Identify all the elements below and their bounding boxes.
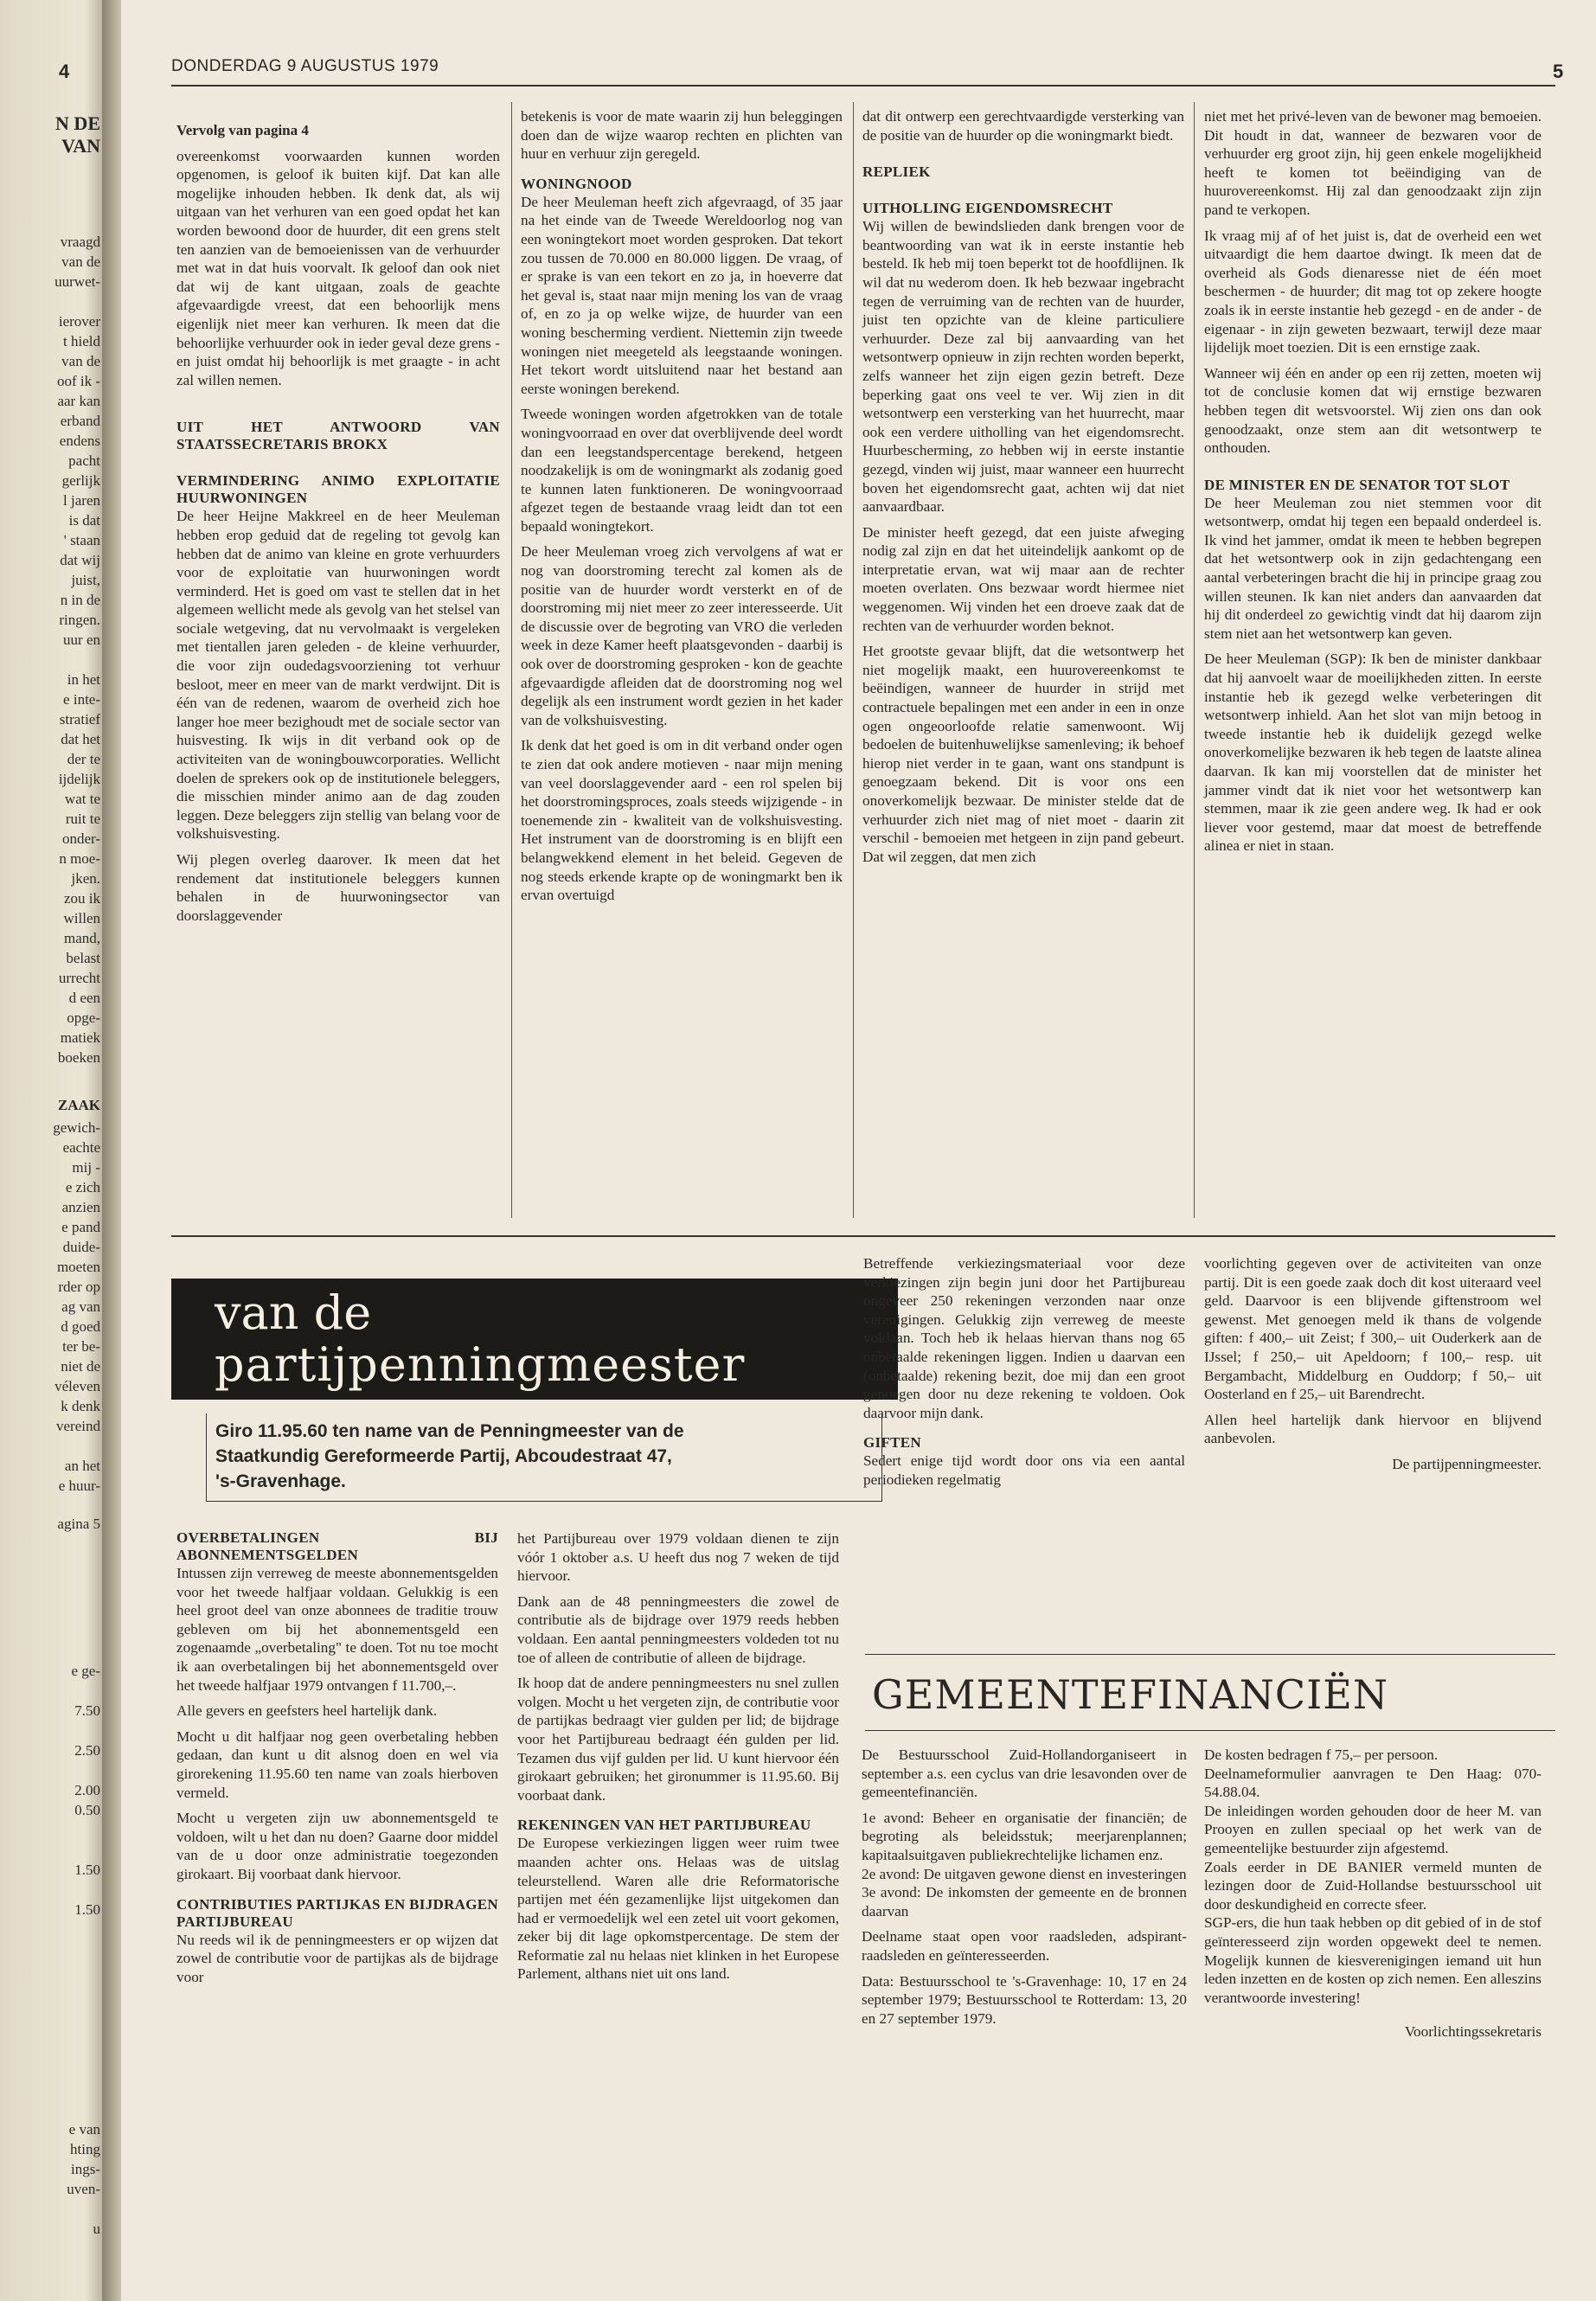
previous-page-title: N DE VAN: [55, 112, 100, 157]
previous-page-text-fragments: [5, 2119, 100, 2239]
previous-page-number: 4: [59, 61, 70, 82]
text-fragment: e zich: [65, 1179, 100, 1195]
paragraph: 2e avond: De uitgaven gewone dienst en investeringen: [862, 1865, 1187, 1882]
text-fragment: e inte-: [63, 691, 100, 708]
gemeente-title: GEMEENTEFINANCIËN: [872, 1671, 1389, 1718]
paragraph: het Partijbureau over 1979 voldaan dienen te zijn vóór 1 oktober a.s. U heeft dus nog 7 weken de tijd hiervoor.: [517, 1530, 839, 1585]
text-fragment: 2.00: [74, 1782, 100, 1798]
text-fragment: 2.50: [74, 1742, 100, 1759]
penningmeester-column-4: [1204, 1254, 1542, 1481]
text-fragment: 1.50: [74, 1862, 100, 1878]
penningmeester-column-2: [517, 1529, 839, 1990]
paragraph: Wij willen de bewindslieden dank brengen voor de beantwoording van wat ik in eerste instantie heb besteld. Ik heb mij toen beperkt tot de hoofdlijnen. Ik wil dat nu wederom doen. Ik heb bezwaar ingebracht tegen de verruiming van de rechten van de huurder, juist ten opzichte van de kleine particuliere verhuurder. Deze zal bij aanvaarding van het wetsontwerp opnieuw in zijn rechten worden beperkt, zelfs wanneer het zijn eigen gezin betreft. Deze beperking gaat ons veel te ver. Wij zien in dit wetsontwerp een versterking van het huurrecht, maar ook een verdere uitholling van het eigendomsrecht. Huurbescherming, zo hebben wij in eerste instantie gezegd, vinden wij juist, maar wanneer een huurrecht boven het eigendomsrecht gaat, achten wij dat niet aanvaardbaar.: [862, 218, 1184, 516]
text-fragment: urrecht: [58, 970, 100, 986]
paragraph: Data: Bestuursschool te 's-Gravenhage: 10, 17 en 24 september 1979; Bestuursschool te Rotterdam: 13, 20 en 27 september 1979.: [862, 1972, 1187, 2027]
article-column-3: [862, 107, 1184, 873]
paragraph: overeenkomst voorwaarden kunnen worden opgenomen, is geloof ik buiten kijf. Dat kan alle mogelijke inhouden hebben. Ik denk dat, als wij uitgaan van het verhuren van een goed opdat het kan worden bewoond door de huurder, dit een grens stelt ten aanzien van de bemoeienissen van de verhuurder met wat in dat huis voorvalt. Ik geloof dan ook niet dat wij de kant uitgaan, zoals de geachte afgevaardigde vreest, dat een behoorlijk mens eigenlijk niet meer kan verhuren. Ik meen dat die behoorlijke verhuurder ook in ieder geval deze grens - en juist omdat hij behoorlijk is met graagte - in acht zal willen nemen.: [176, 147, 500, 388]
banner-title-line: van de: [215, 1285, 372, 1340]
paragraph: 3e avond: De inkomsten der gemeente en de bronnen daarvan: [862, 1884, 1187, 1920]
paragraph: De heer Meuleman zou niet stemmen voor dit wetsontwerp, omdat hij tegen een bepaald onderdeel is. Ik vind het jammer, omdat ik meen te hebben begrepen dat het wetsontwerp ook in zijn gedachtengang een aantal verbeteringen bracht die hij in principe graag zou willen steunen. Ik kan niet anders dan aanvaarden dat hij dit onderdeel zo gewichtig vindt dat hij daarom zijn stem niet aan het wetsontwerp kan geven.: [1204, 494, 1542, 642]
banner-title-block: [171, 1279, 898, 1400]
paragraph: voorlichting gegeven over de activiteiten van onze partij. Dit is een goede zaak doch dit kost uiteraard veel geld. Daarvoor is een blijvende giftenstroom wel gewenst. Met genoegen meld ik thans de volgende giften: f 400,– uit Zeist; f 300,– uit Ouderkerk aan de IJssel; f 250,– uit Apeldoorn; f 100,– resp. uit Bergambacht, Middelburg en Ouddorp; f 50,– uit Oosterland en f 25,– uit Barendrecht.: [1204, 1255, 1542, 1403]
paragraph: Nu reeds wil ik de penningmeesters er op wijzen dat zowel de contributie voor de partijkas als de bijdrage voor: [176, 1931, 498, 1985]
text-fragment: jken.: [71, 870, 100, 887]
paragraph: Deelnameformulier aanvragen te Den Haag: 070-54.88.04.: [1204, 1765, 1542, 1801]
text-fragment: ierover: [58, 313, 100, 330]
text-fragment: gewich-: [53, 1119, 100, 1136]
article-column-2: [521, 107, 843, 912]
text-fragment: stratief: [59, 711, 100, 727]
section-heading: UITHOLLING EIGENDOMSRECHT: [862, 200, 1113, 217]
paragraph: Ik denk dat het goed is om in dit verband onder ogen te zien dat ook andere motieven - naar mijn mening van veel doorslaggevender aard - een rol spelen bij het doorstromingsproces, zoals steeds wijzigende - in toenemende zin - kwaliteit van de volkshuisvesting. Het instrument van de doorstroming is en blijft een belangwekkend element in het beleid. Gegeven de nog steeds erkende krapte op de woningmarkt ben ik ervan overtuigd: [521, 737, 843, 904]
text-fragment: ruit te: [65, 811, 100, 827]
text-fragment: ijdelijk: [58, 771, 100, 787]
paragraph: betekenis is voor de mate waarin zij hun beleggingen doen dan de wijze waarop rechten en plichten van huur en verhuur zijn geregeld.: [521, 108, 843, 163]
paragraph: De Europese verkiezingen liggen weer ruim twee maanden achter ons. Helaas was de uitslag teleurstellend. Waren alle drie Reformatorische partijen met één gezamenlijke lijst uitgekomen dan had er vermoedelijk wel een zetel uit voort gekomen, zeker bij dit lage opkomstpercentage. De stem der Reformatie zal nu helaas niet klinken in het Europese Parlement, althans niet uit ons land.: [517, 1835, 839, 1983]
text-fragment: wat te: [64, 791, 100, 807]
section-rule: [171, 1235, 1555, 1237]
paragraph: De heer Meuleman (SGP): Ik ben de minister dankbaar dat hij aanvoelt waar de moeilijkheden zitten. In eerste instantie heb ik gezegd welke verbeteringen dit wetsontwerp inhield. Aan het slot van mijn betoog in tweede instantie heb ik duidelijk gezegd welke onoverkomelijke bezwaren ik heb tegen de laatste alinea daarvan. Ik kan mij voorstellen dat de minister het jammer vindt dat ik niet voor het wetsontwerp kan stemmen, maar ik zie geen andere weg. Ik had er ook liever voor gestemd, maar dat moest de betreffende alinea er niet in staan.: [1204, 651, 1542, 855]
text-fragment: niet de: [61, 1358, 100, 1375]
text-fragment: [5, 1436, 100, 1456]
text-fragment: in het: [67, 671, 100, 688]
penningmeester-banner: [171, 1279, 898, 1493]
paragraph: Intussen zijn verreweg de meeste abonnementsgelden voor het tweede halfjaar voldaan. Gelukkig is een heel groot deel van onze abonnees de traditie trouw gebleven om bij het abonnementsgeld een zogenaamde „overbetaling" te doen. Tot nu toe mocht ik aan overbetalingen bij het abonnementsgeld over het tweede halfjaar 1979 ontvangen f 11.700,–.: [176, 1565, 498, 1694]
text-fragment: e ge-: [71, 1663, 100, 1679]
paragraph: De inleidingen worden gehouden door de heer M. van Prooyen en zullen speciaal op het werk van de gemeentelijke bestuurder zijn afgestemd.: [1204, 1802, 1542, 1856]
text-fragment: dat wij: [60, 552, 100, 568]
text-fragment: e pand: [61, 1219, 100, 1235]
previous-page-text-fragments: [5, 1118, 100, 1496]
paragraph: Dank aan de 48 penningmeesters die zowel de contributie als de bijdrage over 1979 reeds hebben voldaan. Een aantal penningmeesters voldeden tot nu toe of alleen de contributie of alleen de bijdrage.: [517, 1593, 839, 1666]
text-fragment: u: [93, 2221, 100, 2237]
text-fragment: uur en: [63, 631, 100, 648]
paragraph: Zoals eerder in DE BANIER vermeld munten de lezingen door de Zuid-Hollandse bestuursschool uit door deskundigheid en correcte sfeer.: [1204, 1858, 1542, 1913]
paragraph: Het grootste gevaar blijft, dat die wetsontwerp het niet mogelijk maakt, een huurovereenkomst te beëindigen, wanneer de huurder in strijd met contractuele bepalingen met een ander in een in onze ogen ongeoorloofde relatie samenwoont. Wij bedoelen de buitenhuwelijkse samenleving; ik behoef hierop niet verder in te gaan, want ons standpunt is genoegzaam bekend. Dit is voor ons een onoverkomelijk bezwaar. De minister stelde dat de verhuurder zich niet mag of niet moet - daarin zit verschil - bemoeien met hetgeen in zijn pand gebeurt. Dat wil zeggen, dat men zich: [862, 643, 1184, 865]
page-header-date: DONDERDAG 9 AUGUSTUS 1979: [171, 57, 439, 75]
section-rule: [865, 1654, 1555, 1655]
text-fragment: 0.50: [74, 1802, 100, 1818]
paragraph: niet met het privé-leven van de bewoner mag bemoeien. Dit houdt in dat, wanneer de bezwaren voor de verhuurder erg groot zijn, hij geen enkele mogelijkheid heeft te komen tot beëindiging van de huurovereenkomst. Hij zal dan genoodzaakt zijn zijn pand te verkopen.: [1204, 108, 1542, 218]
previous-page-heading: ZAAK: [57, 1097, 100, 1113]
gemeente-column-left: [862, 1746, 1187, 2035]
paragraph: Sedert enige tijd wordt door ons via een aantal periodieken regelmatig: [863, 1452, 1185, 1488]
text-fragment: [5, 1820, 100, 1840]
text-fragment: k denk: [61, 1398, 100, 1414]
text-fragment: rder op: [58, 1279, 100, 1295]
section-heading: REPLIEK: [862, 163, 931, 181]
text-fragment: vraagd: [60, 234, 100, 250]
paragraph: De kosten bedragen f 75,– per persoon.: [1204, 1747, 1439, 1763]
giro-box: Giro 11.95.60 ten name van de Penningmeester van de Staatkundig Gereformeerde Partij, Abcoudestraat 47, 's-Gravenhage.: [206, 1413, 882, 1502]
text-fragment: eachte: [62, 1139, 100, 1156]
paragraph: Ik hoop dat de andere penningmeesters nu snel zullen volgen. Mocht u het vergeten zijn, de contributie voor de partijkas bedraagt vier gulden per lid; de bijdrage voor het Partijbureau bedraagt één gulden per lid. Tezamen dus vijf gulden per lid. U kunt hiervoor één girokaart gebruiken; het gironummer is 11.95.60. Bij voorbaat dank.: [517, 1675, 839, 1804]
text-fragment: endens: [59, 433, 100, 449]
header-rule: [171, 85, 1555, 87]
page-number: 5: [1553, 61, 1564, 82]
paragraph: Mocht u vergeten zijn uw abonnementsgeld te voldoen, wilt u het dan nu doen? Gaarne door middel van de u door onze administratie toegezonden girokaart. Bij voorbaat dank hiervoor.: [176, 1810, 498, 1882]
text-fragment: uurwet-: [54, 273, 100, 290]
paragraph: De heer Meuleman heeft zich afgevraagd, of 35 jaar na het einde van de Tweede Wereldoorlog nog van een woningtekort moet worden gesproken. Dat tekort zou tussen de 70.000 en 80.000 liggen. De vraag, of er sprake is van een tekort en zo ja, in hoeverre dat het geval is, staat naar mijn mening los van de vraag of, en zo ja op welke wijze, de huurder van een woning bescherming verdient. Niettemin zijn tweede woningen niet meegeteld als leegstaande woningen. Het tekort wordt uitsluitend naar het bestand aan eerste woningen berekend.: [521, 193, 843, 397]
text-fragment: matiek: [60, 1029, 100, 1046]
text-fragment: willen: [63, 910, 100, 926]
text-fragment: 1.50: [74, 1901, 100, 1918]
text-fragment: [5, 292, 100, 311]
text-fragment: [5, 2199, 100, 2219]
paragraph: De heer Heijne Makkreel en de heer Meuleman hebben erop geduid dat de regeling tot gevolg kan hebben dat de animo van kleine en grote verhuurders voor de exploitatie van huurwoningen wordt verminderd. Het is goed om vast te stellen dat in het algemeen wellicht mede als gevolg van het stelsel van sociale wetgeving, dat nu vervolmaakt is vergeleken met tientallen jaren geleden - de kleine verhuurder, die voor zijn oudedagsvoorziening tot verhuur besloot, meer en meer van de markt verdwijnt. Dit is één van de redenen, waarom de overheid zich hoe langer hoe meer bezighoudt met de sociale sector van huisvesting. Ik wijs in dit verband ook op de activiteiten van de woningbouwcorporaties. Wellicht doelen de sprekers ook op de institutionele beleggers, die misschien minder animo aan de dag zouden leggen. Deze beleggers zijn stellig van belang voor de volkshuisvesting.: [176, 508, 500, 843]
penningmeester-column-3: [863, 1254, 1185, 1497]
text-fragment: boeken: [57, 1049, 100, 1066]
text-fragment: l jaren: [63, 492, 100, 509]
text-fragment: is dat: [68, 512, 100, 529]
text-fragment: dat het: [61, 731, 100, 747]
text-fragment: zou ik: [63, 890, 100, 907]
text-fragment: pacht: [68, 452, 100, 469]
section-heading: REKENINGEN VAN HET PARTIJBUREAU: [517, 1817, 811, 1834]
banner-title-line: partijpenningmeester: [215, 1337, 746, 1392]
paragraph: Wij plegen overleg daarover. Ik meen dat het rendement dat institutionele beleggers kunnen behalen in de huurwoningsector van doorslaggevender: [176, 851, 500, 924]
article-column-4: [1204, 107, 1542, 862]
text-fragment: mij -: [72, 1159, 100, 1176]
previous-page-text-fragments: [5, 232, 100, 1067]
text-fragment: vereind: [56, 1418, 100, 1434]
text-fragment: der te: [67, 751, 100, 767]
previous-page-reference: agina 5: [57, 1516, 100, 1532]
column-rule: [853, 102, 854, 1218]
text-fragment: opge-: [67, 1009, 100, 1026]
paragraph: 1e avond: Beheer en organisatie der financiën; de begroting als beleidsstuk; meerjarenplannen; kapitaalsuitgaven publiekrechtelijke lichamen enz.: [862, 1809, 1187, 1863]
text-fragment: onder-: [61, 830, 100, 847]
section-heading: CONTRIBUTIES PARTIJKAS EN BIJDRAGEN PARTIJBUREAU: [176, 1895, 498, 1930]
continued-from: Vervolg van pagina 4: [176, 122, 309, 138]
text-fragment: e huur-: [58, 1477, 100, 1494]
text-fragment: ringen.: [59, 612, 100, 628]
column-rule: [1194, 102, 1195, 1218]
text-fragment: van de: [61, 253, 100, 270]
text-fragment: gerlijk: [61, 472, 100, 489]
gemeente-column-right: [1204, 1746, 1542, 2048]
text-fragment: 7.50: [74, 1702, 100, 1719]
paragraph: dat dit ontwerp een gerechtvaardigde versterking van de positie van de huurder op die woningmarkt biedt.: [862, 108, 1184, 144]
section-heading: GIFTEN: [863, 1434, 921, 1452]
text-fragment: n moe-: [59, 850, 100, 867]
text-fragment: erband: [60, 413, 100, 429]
previous-page-edge: [0, 0, 112, 2301]
penningmeester-column-1: [176, 1529, 498, 1993]
text-fragment: juist,: [71, 572, 100, 588]
paragraph: SGP-ers, die hun taak hebben op dit gebied of in de stof geïnteresseerd zijn worden opgewekt deel te nemen. Mogelijk kunnen de kiesverenigingen iemand uit hun leden inzetten en de kosten op zich nemen. Een alleszins verantwoorde investering!: [1204, 1914, 1542, 2006]
text-fragment: aar kan: [57, 393, 100, 409]
text-fragment: [5, 1880, 100, 1900]
paragraph: Wanneer wij één en ander op een rij zetten, moeten wij tot de conclusie komen dat wij ernstige bezwaren hebben tegen dit wetsvoorstel. Wij zien ons dan ook genoodzaakt, onze stem aan dit wetsontwerp te onthouden.: [1204, 364, 1542, 457]
paragraph: Mocht u dit halfjaar nog geen overbetaling hebben gedaan, dan kunt u dit alsnog doen en wel via girorekening 11.95.60 ten name van zoals hierboven vermeld.: [176, 1727, 498, 1801]
paragraph: Alle gevers en geefsters heel hartelijk dank.: [176, 1702, 438, 1720]
text-fragment: e van: [68, 2121, 100, 2138]
text-fragment: [5, 650, 100, 670]
text-fragment: d een: [68, 990, 100, 1006]
text-fragment: t hield: [63, 333, 100, 349]
section-rule: [865, 1730, 1555, 1731]
column-rule: [511, 102, 512, 1218]
paragraph: De Bestuursschool Zuid-Hollandorganiseert in september a.s. een cyclus van drie lesavonden over de gemeentefinanciën.: [862, 1747, 1187, 1801]
previous-page-table-fragments: [5, 1661, 100, 1920]
text-fragment: ag van: [61, 1298, 100, 1315]
paragraph: Betreffende verkiezingsmateriaal voor deze verkiezingen zijn begin juni door het Partijbureau ongeveer 250 rekeningen verzonden naar onze verenigingen. Gelukkig zijn verreweg de meeste voldaan. Toch heb ik helaas hiervan thans nog 65 onbetaalde rekeningen liggen. Indien u daarvan een (onbetaalde) rekening bezit, doe mij dan een groot genoegen door nu deze rekening te voldoen. Ook daarvoor mijn dank.: [863, 1255, 1185, 1421]
section-heading: WONINGNOOD: [521, 175, 632, 192]
text-fragment: uven-: [67, 2181, 100, 2197]
text-fragment: [5, 1840, 100, 1860]
section-heading: VERMINDERING ANIMO EXPLOITATIE HUURWONINGEN: [176, 472, 500, 507]
text-fragment: d goed: [61, 1318, 100, 1335]
signature: De partijpenningmeester.: [1392, 1455, 1542, 1472]
text-fragment: anzien: [61, 1199, 100, 1215]
paragraph: Allen heel hartelijk dank hiervoor en blijvend aanbevolen.: [1204, 1411, 1542, 1447]
paragraph: Ik vraag mij af of het juist is, dat de overheid een wet uitvaardigt die hem daartoe dwingt. Ik meen dat de overheid als Gods dienaresse niet de één moet beschermen - de huurder; dit mag tot op zekere hoogte zoals ik in eerste instantie heb gezegd - en de ander - de eigenaar - in zijn geweten bezwaart, terwijl deze maar lijdelijk moet toezien. Dit is een ernstige zaak.: [1204, 227, 1542, 356]
text-fragment: [5, 1760, 100, 1780]
article-column-1: [176, 121, 500, 932]
paragraph: Tweede woningen worden afgetrokken van de totale woningvoorraad en over dat overblijvende deel wordt dan een leegstandspercentage berekend, hetgeen noodzakelijk is om de woningmarkt als zodanig goed te kunnen laten funktioneren. De woningvoorraad afgezet tegen de bestaande vraag leidt dan tot een bepaald woningtekort.: [521, 406, 843, 535]
text-fragment: oof ik -: [56, 373, 100, 389]
section-heading: DE MINISTER EN DE SENATOR TOT SLOT: [1204, 476, 1510, 493]
text-fragment: hting: [70, 2141, 100, 2157]
text-fragment: van de: [61, 353, 100, 369]
page: [121, 0, 1596, 2301]
section-heading: OVERBETALINGEN BIJ ABONNEMENTSGELDEN: [176, 1529, 498, 1563]
text-fragment: moeten: [56, 1259, 100, 1275]
text-fragment: [5, 1721, 100, 1740]
text-fragment: mand,: [63, 930, 100, 946]
text-fragment: ' staan: [63, 532, 100, 548]
text-fragment: ings-: [71, 2161, 100, 2177]
text-fragment: an het: [64, 1458, 100, 1474]
text-fragment: belast: [66, 950, 100, 966]
text-fragment: véleven: [54, 1378, 100, 1394]
text-fragment: duide-: [62, 1239, 100, 1255]
paragraph: De heer Meuleman vroeg zich vervolgens af wat er nog van doorstroming terecht zal komen als de positie van de huurder wordt versterkt en of de doorstroming mij niet meer zo zeer interesseerde. Uit de discussie over de begroting van VRO die verleden week in deze Kamer heeft plaatsgevonden - daarbij is ook over de doorstroming gesproken - kon de geachte afgevaardigde afleiden dat de doorstroming nog wel degelijk als een instrument wordt gezien in het kader van de volkshuisvesting.: [521, 543, 843, 728]
paragraph: Deelname staat open voor raadsleden, adspirant-raadsleden en geïnteresseerden.: [862, 1928, 1187, 1964]
paragraph: De minister heeft gezegd, dat een juiste afweging nodig zal zijn en dat het uiteindelijk aankomt op de interpretatie ervan, wat wij maar aan de rechter moeten overlaten. Ons bezwaar wordt hiermee niet weggenomen. Wij vinden het een droeve zaak dat de rechten van de verhuurder worden beknot.: [862, 523, 1184, 634]
section-heading: UIT HET ANTWOORD VAN STAATSSECRETARIS BROKX: [176, 419, 500, 453]
text-fragment: n in de: [60, 592, 100, 608]
signature: Voorlichtingssekretaris: [1404, 2023, 1542, 2041]
text-fragment: [5, 1681, 100, 1701]
text-fragment: ter be-: [62, 1338, 100, 1355]
